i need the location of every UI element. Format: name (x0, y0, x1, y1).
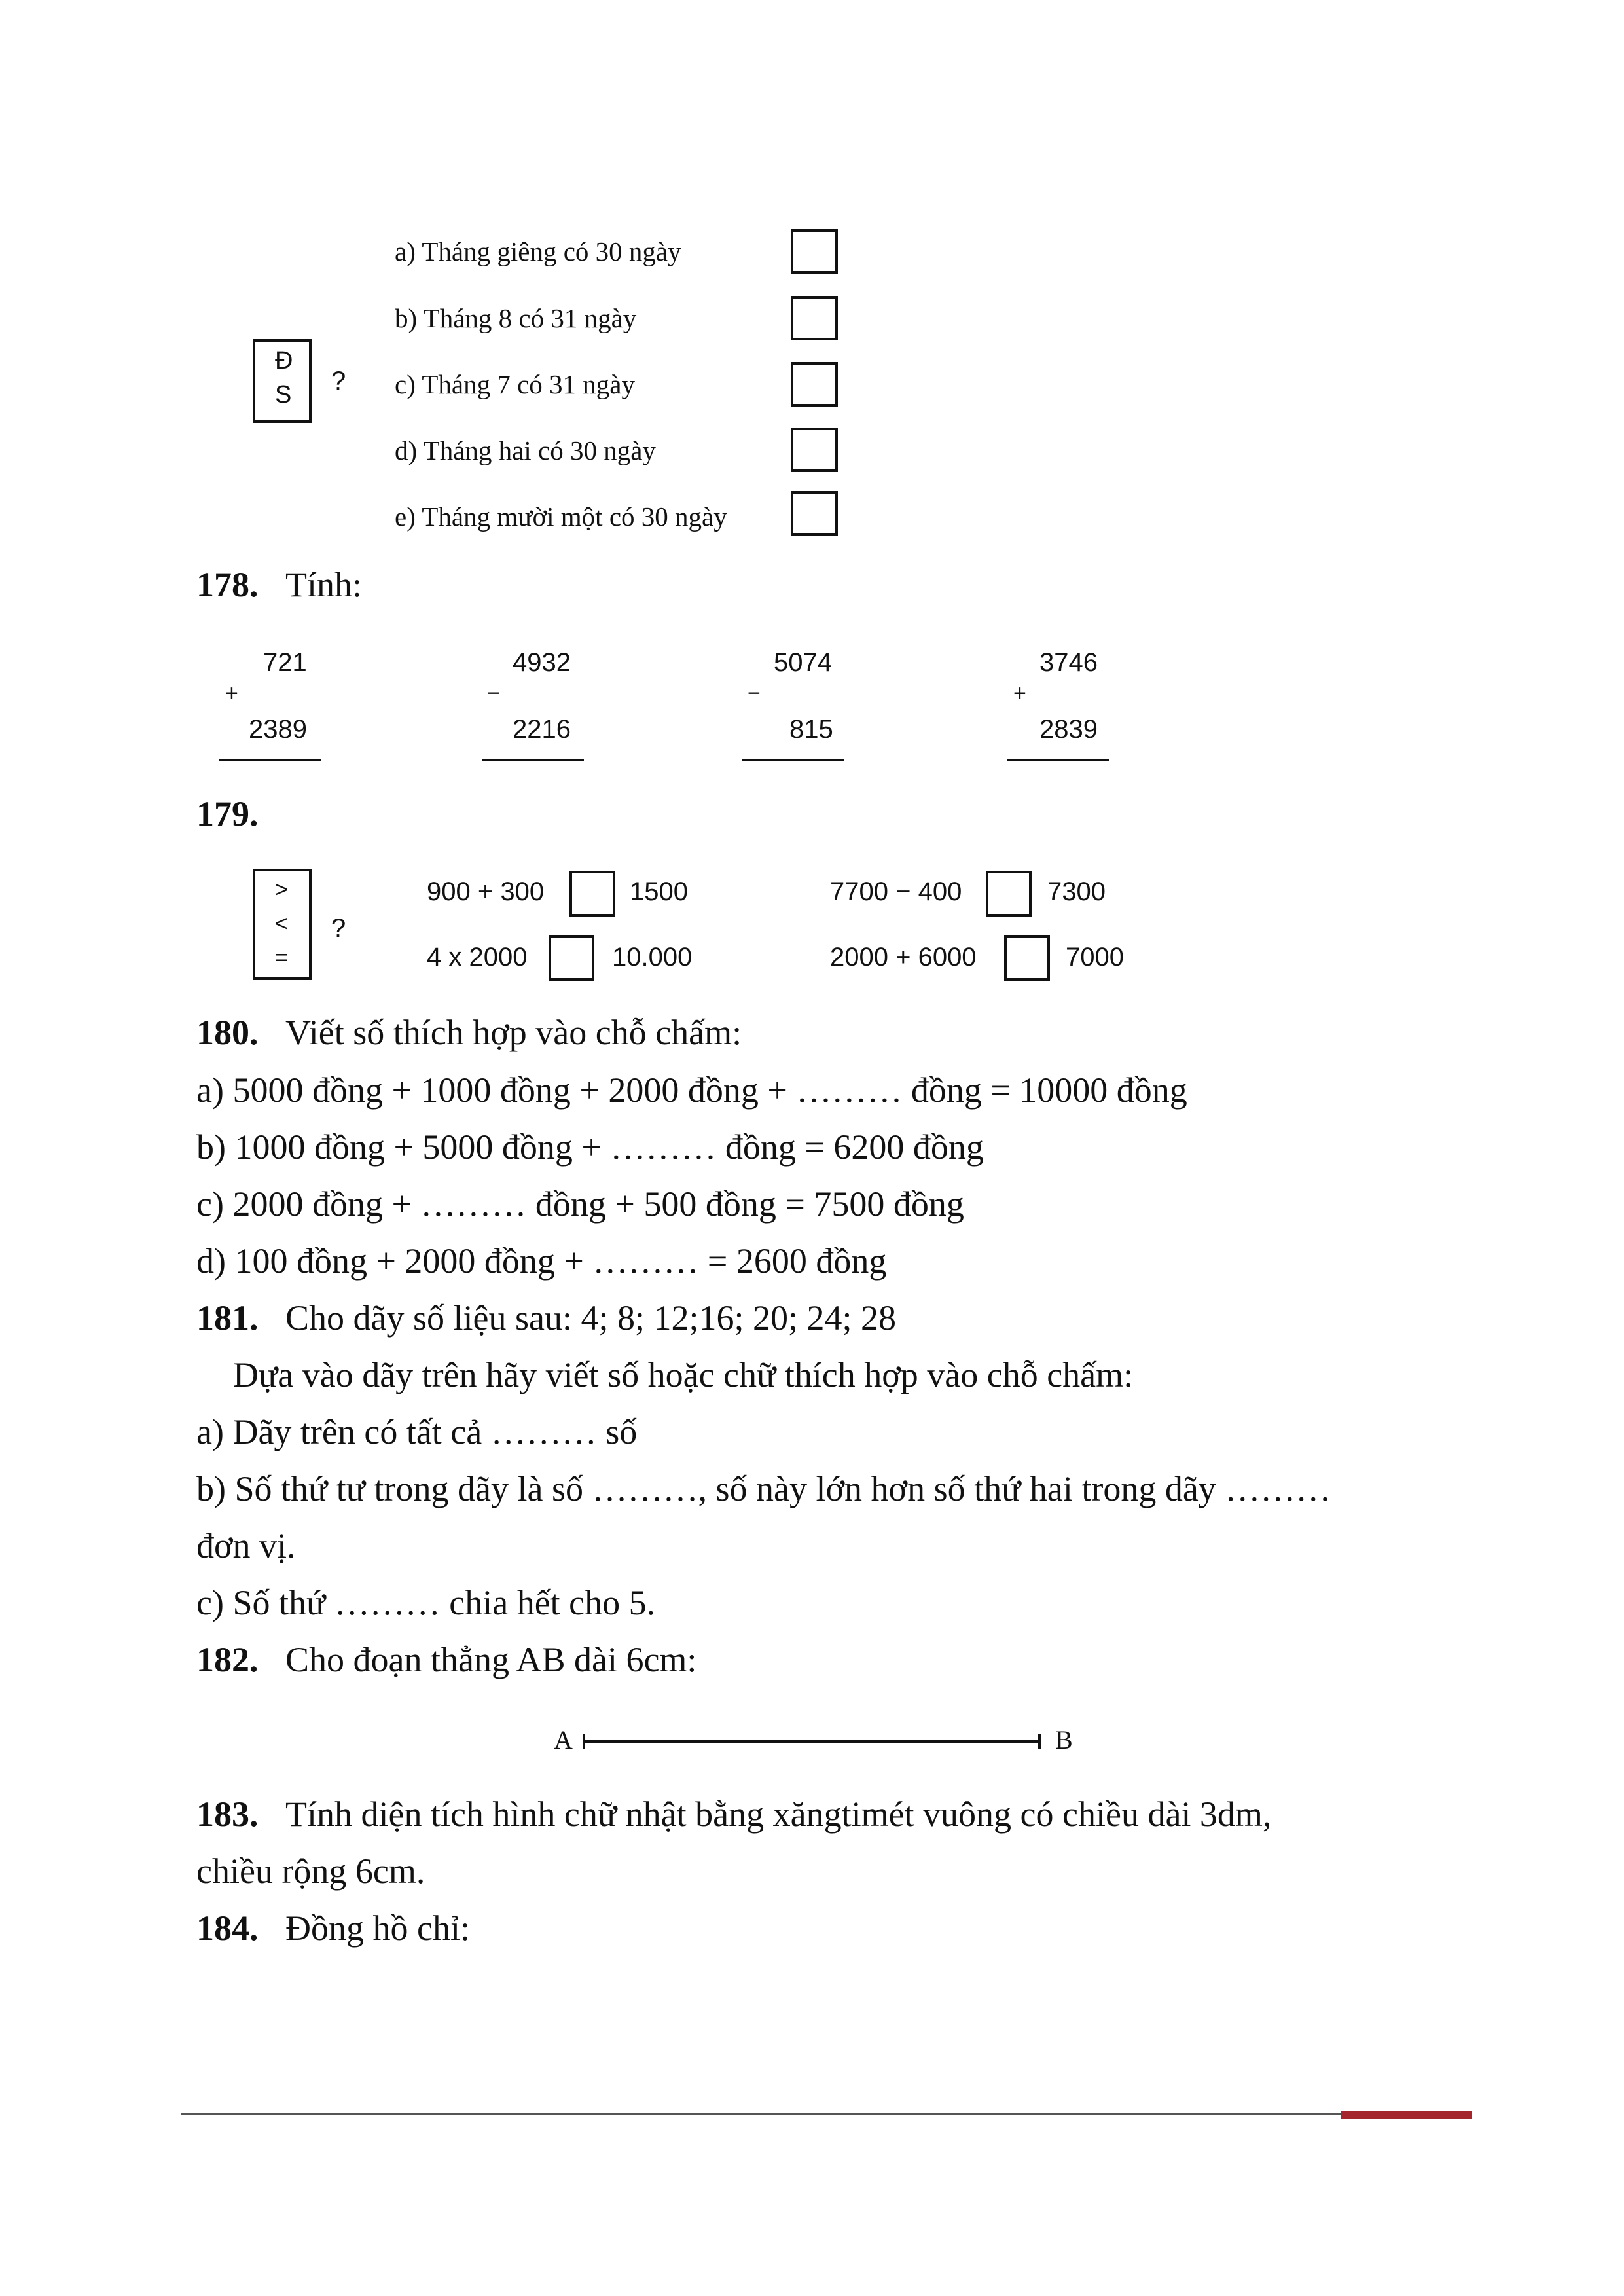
compare-3-left: 4 x 2000 (427, 943, 528, 972)
footer-rule (181, 2113, 1341, 2115)
ex180-title: Viết số thích hợp vào chỗ chấm: (285, 1013, 742, 1052)
calc-4-rule (1007, 759, 1109, 761)
ex180-line-c: c) 2000 đồng + ……… đồng + 500 đồng = 7500 đồng (196, 1184, 964, 1224)
ds-item-c: c) Tháng 7 có 31 ngày (395, 369, 635, 399)
ex180-line-d: d) 100 đồng + 2000 đồng + ……… = 2600 đồng (196, 1241, 887, 1281)
ds-answer-box-c[interactable] (791, 362, 838, 407)
ex181-number: 181. (196, 1298, 259, 1338)
calc-3-op: − (748, 681, 761, 706)
ds-answer-box-a[interactable] (791, 229, 838, 274)
ds-question-mark: ? (331, 367, 346, 395)
ex181-line-b1: b) Số thứ tư trong dãy là số ………, số này lớn hơn số thứ hai trong dãy ……… (196, 1469, 1331, 1508)
calc-3-top: 5074 (774, 648, 832, 677)
ex182-title: Cho đoạn thẳng AB dài 6cm: (285, 1640, 697, 1679)
ds-item-a: a) Tháng giêng có 30 ngày (395, 236, 681, 266)
ex182-heading (196, 1639, 696, 1680)
compare-2-left: 7700 − 400 (830, 877, 962, 906)
calc-2-op: − (487, 681, 500, 706)
ex181-line-c: c) Số thứ ……… chia hết cho 5. (196, 1583, 656, 1622)
ex184-number: 184. (196, 1908, 259, 1948)
compare-1-left: 900 + 300 (427, 877, 545, 906)
compare-4-box[interactable] (1004, 935, 1050, 981)
calc-1-top: 721 (263, 648, 307, 677)
footer-accent-bar (1341, 2111, 1472, 2119)
calc-2-rule (482, 759, 584, 761)
compare-question-mark: ? (331, 914, 346, 943)
calc-3-rule (742, 759, 844, 761)
calc-1-rule (219, 759, 321, 761)
ex181-title: Cho dãy số liệu sau: 4; 8; 12;16; 20; 24; 28 (285, 1298, 896, 1338)
ex180-line-a: a) 5000 đồng + 1000 đồng + 2000 đồng + ……… đồng = 10000 đồng (196, 1070, 1187, 1110)
compare-1-box[interactable] (569, 871, 615, 917)
ds-answer-box-d[interactable] (791, 428, 838, 472)
calc-4-bottom: 2839 (1039, 715, 1098, 744)
ex182-number: 182. (196, 1640, 259, 1679)
calc-2-top: 4932 (513, 648, 571, 677)
ds-answer-box-b[interactable] (791, 296, 838, 340)
ex181-intro: Dựa vào dãy trên hãy viết số hoặc chữ thích hợp vào chỗ chấm: (233, 1355, 1134, 1394)
ds-item-e: e) Tháng mười một có 30 ngày (395, 501, 727, 532)
ds-item-d: d) Tháng hai có 30 ngày (395, 435, 656, 465)
calc-4-top: 3746 (1039, 648, 1098, 677)
ex183-number: 183. (196, 1795, 259, 1834)
ex183-line1: Tính diện tích hình chữ nhật bằng xăngtimét vuông có chiều dài 3dm, (285, 1795, 1272, 1834)
sign-greater: > (275, 877, 288, 902)
ex180-heading (196, 1012, 742, 1053)
compare-1-right: 1500 (630, 877, 688, 906)
segment-label-a: A (554, 1725, 573, 1755)
calc-1-op: + (225, 681, 238, 706)
ex183-heading (196, 1794, 1271, 1834)
ds-answer-box-e[interactable] (791, 491, 838, 536)
ex179-number: 179. (196, 794, 259, 833)
sign-less: < (275, 911, 288, 936)
ex181-line-a: a) Dãy trên có tất cả ……… số (196, 1412, 638, 1451)
ex178-heading (196, 564, 362, 605)
compare-4-left: 2000 + 6000 (830, 943, 977, 972)
segment-label-b: B (1055, 1725, 1073, 1755)
compare-2-box[interactable] (986, 871, 1032, 917)
calc-3-bottom: 815 (789, 715, 833, 744)
ex178-title: Tính: (285, 565, 362, 604)
calc-1-bottom: 2389 (249, 715, 307, 744)
ex180-line-b: b) 1000 đồng + 5000 đồng + ……… đồng = 6200 đồng (196, 1127, 984, 1167)
ds-choice-top: Đ (275, 347, 293, 374)
sign-equal: = (275, 945, 288, 970)
ex184-title: Đồng hồ chỉ: (285, 1908, 470, 1948)
ex181-line-b2: đơn vị. (196, 1526, 296, 1565)
calc-4-op: + (1013, 681, 1026, 706)
ds-item-b: b) Tháng 8 có 31 ngày (395, 303, 637, 333)
compare-3-right: 10.000 (612, 943, 693, 972)
ex183-line2: chiều rộng 6cm. (196, 1851, 425, 1891)
compare-2-right: 7300 (1047, 877, 1106, 906)
compare-4-right: 7000 (1066, 943, 1124, 972)
calc-2-bottom: 2216 (513, 715, 571, 744)
compare-3-box[interactable] (549, 935, 594, 981)
ex181-heading (196, 1298, 896, 1338)
ds-choice-bottom: S (275, 381, 292, 409)
ex180-number: 180. (196, 1013, 259, 1052)
ex178-number: 178. (196, 565, 259, 604)
segment-ab (576, 1728, 1047, 1755)
ex184-heading (196, 1908, 470, 1948)
